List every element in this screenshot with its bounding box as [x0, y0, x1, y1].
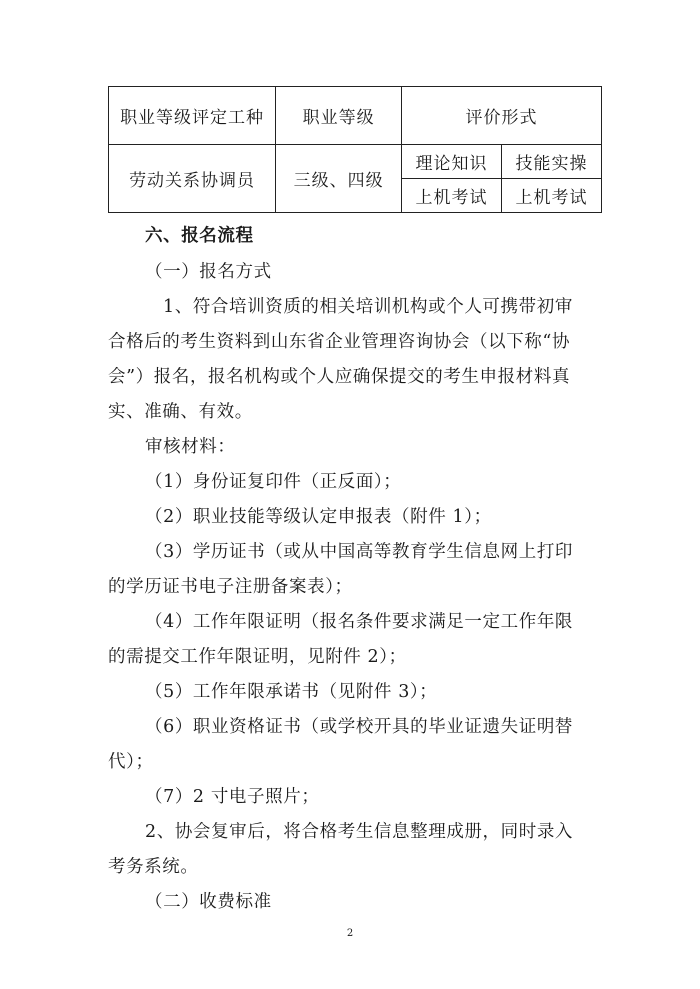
header-job: 职业等级评定工种: [109, 87, 276, 145]
paragraph-line: 合格后的考生资料到山东省企业管理咨询协会（以下称“协: [108, 332, 571, 352]
paragraph-line: 实、准确、有效。: [108, 402, 253, 422]
material-item: （7）2 寸电子照片；: [145, 787, 320, 807]
paragraph-line: 考务系统。: [108, 857, 199, 877]
paragraph-line: 2、协会复审后，将合格考生信息整理成册，同时录入: [145, 822, 574, 842]
subsection-title: （一）报名方式: [145, 262, 272, 282]
header-eval-form: 评价形式: [402, 87, 602, 145]
material-item: 代）；: [108, 752, 154, 772]
cell-skill-mode: 上机考试: [502, 179, 602, 213]
subsection-title: （二）收费标准: [145, 892, 272, 912]
material-item: （6）职业资格证书（或学校开具的毕业证遗失证明替: [145, 717, 574, 737]
material-item: 的学历证书电子注册备案表）；: [108, 577, 353, 597]
cell-level: 三级、四级: [276, 145, 402, 213]
paragraph-line: 会”）报名，报名机构或个人应确保提交的考生申报材料真: [108, 367, 571, 387]
cell-job: 劳动关系协调员: [109, 145, 276, 213]
materials-title: 审核材料：: [145, 437, 236, 457]
section-title: 六、报名流程: [145, 226, 254, 246]
cell-theory: 理论知识: [402, 145, 502, 179]
paragraph-line: 1、符合培训资质的相关培训机构或个人可携带初审: [163, 297, 573, 317]
material-item: （3）学历证书（或从中国高等教育学生信息网上打印: [145, 542, 574, 562]
material-item: （4）工作年限证明（报名条件要求满足一定工作年限: [145, 612, 574, 632]
material-item: （5）工作年限承诺书（见附件 3）；: [145, 682, 438, 702]
header-level: 职业等级: [276, 87, 402, 145]
material-item: 的需提交工作年限证明，见附件 2）；: [108, 647, 407, 667]
cell-skill: 技能实操: [502, 145, 602, 179]
grade-table: [108, 86, 602, 213]
material-item: （2）职业技能等级认定申报表（附件 1）；: [145, 507, 492, 527]
cell-theory-mode: 上机考试: [402, 179, 502, 213]
material-item: （1）身份证复印件（正反面）；: [145, 472, 402, 492]
page-number: 2: [346, 928, 354, 939]
